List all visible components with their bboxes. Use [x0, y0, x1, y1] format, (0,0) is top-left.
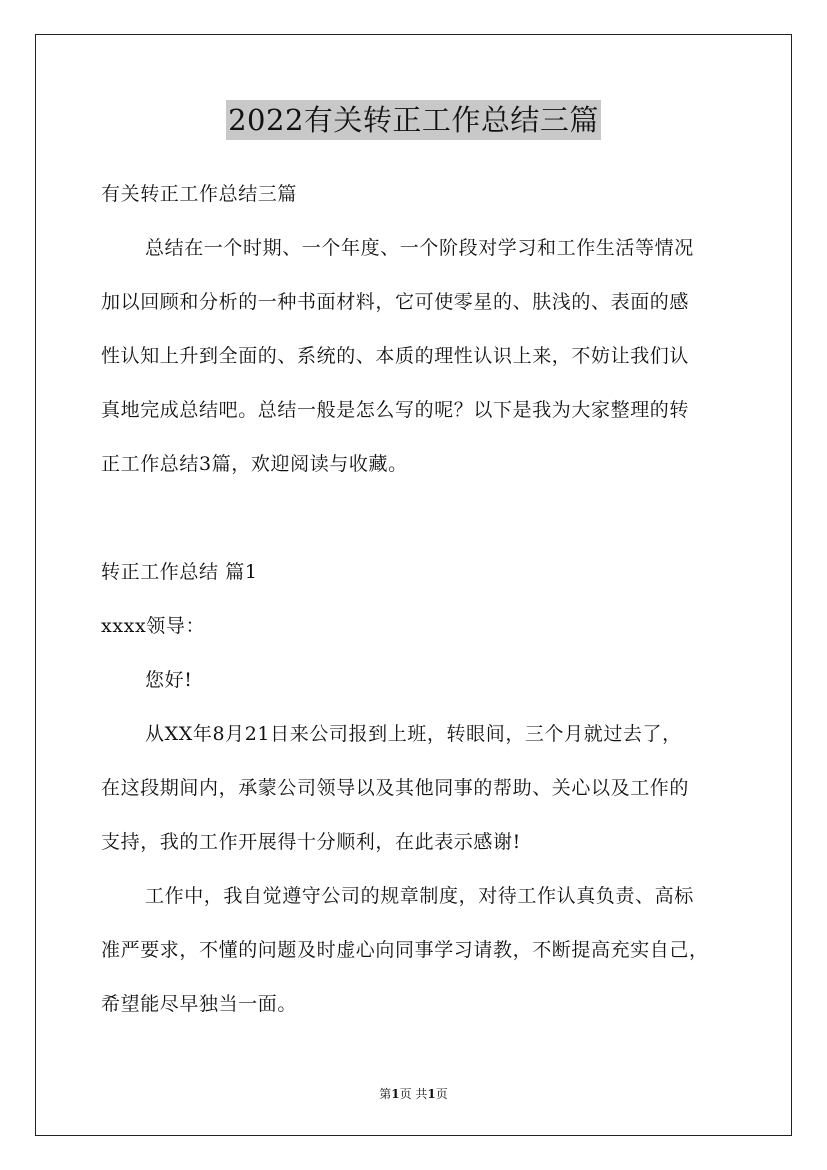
section-heading: 转正工作总结 篇1 [101, 561, 258, 583]
footer-suffix: 页 [435, 1087, 448, 1101]
para2-line-1: 工作中，我自觉遵守公司的规章制度，对待工作认真负责、高标 [145, 885, 694, 907]
intro-line-4: 真地完成总结吧。总结一般是怎么写的呢？以下是我为大家整理的转 [101, 399, 690, 421]
intro-line-2: 加以回顾和分析的一种书面材料，它可使零星的、肤浅的、表面的感 [101, 291, 690, 313]
salutation: xxxx领导： [101, 615, 206, 637]
title-container [0, 100, 827, 140]
document-title: 2022有关转正工作总结三篇 [226, 100, 601, 140]
footer-prefix: 第 [379, 1087, 392, 1101]
page-footer [0, 1085, 827, 1102]
subtitle: 有关转正工作总结三篇 [101, 183, 298, 205]
footer-page-total: 1 [427, 1087, 436, 1101]
footer-mid: 页 共 [399, 1087, 428, 1101]
para1-line-3: 支持，我的工作开展得十分顺利，在此表示感谢! [101, 831, 521, 853]
para1-line-2: 在这段期间内，承蒙公司领导以及其他同事的帮助、关心以及工作的 [101, 777, 690, 799]
greeting: 您好! [145, 669, 193, 691]
intro-line-5: 正工作总结3篇，欢迎阅读与收藏。 [101, 453, 408, 475]
footer-page-number: 1 [391, 1087, 400, 1101]
para2-line-3: 希望能尽早独当一面。 [101, 993, 298, 1015]
para2-line-2: 准严要求，不懂的问题及时虚心向同事学习请教，不断提高充实自己， [101, 939, 709, 961]
para1-line-1: 从XX年8月21日来公司报到上班，转眼间，三个月就过去了， [145, 723, 682, 745]
intro-line-1: 总结在一个时期、一个年度、一个阶段对学习和工作生活等情况 [145, 237, 694, 259]
intro-line-3: 性认知上升到全面的、系统的、本质的理性认识上来，不妨让我们认 [101, 345, 690, 367]
